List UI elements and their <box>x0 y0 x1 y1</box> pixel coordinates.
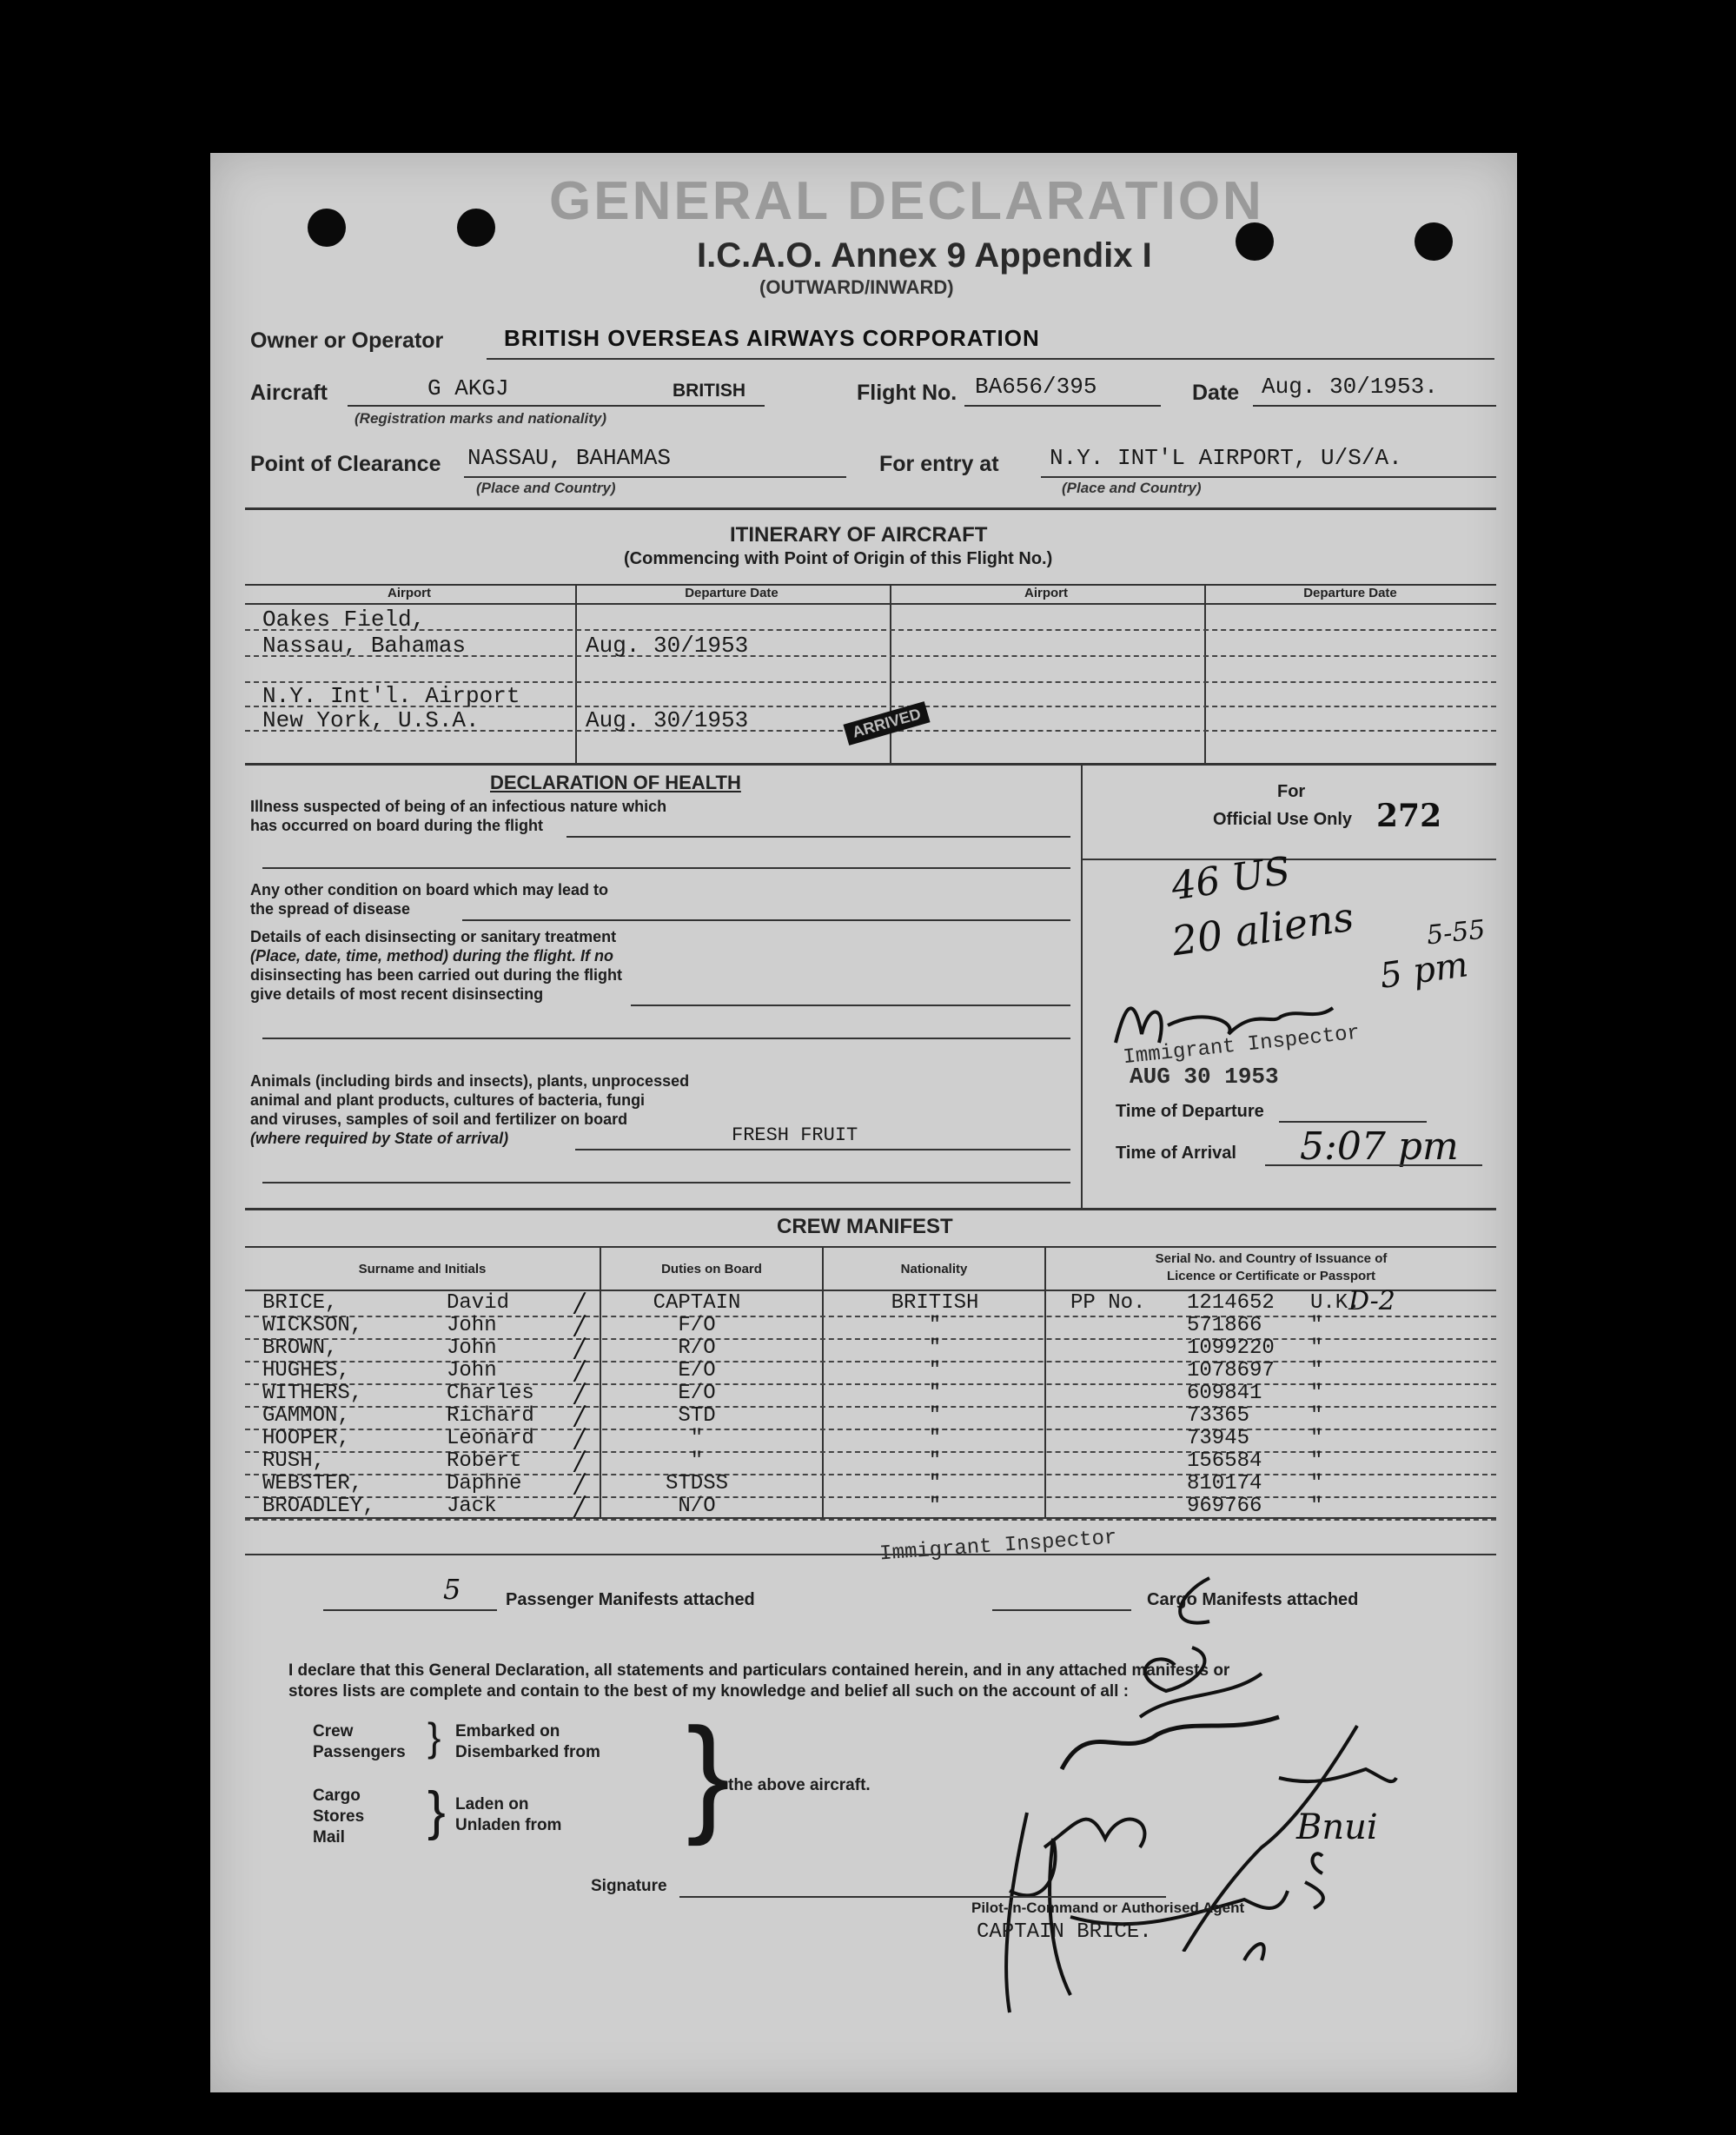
crew-duty: E/O <box>678 1382 716 1405</box>
crew-first-name: John <box>447 1314 497 1337</box>
flight-underline <box>964 405 1161 407</box>
crew-line <box>245 1554 1496 1555</box>
owner-underline <box>487 358 1494 360</box>
agent-value: CAPTAIN BRICE. <box>977 1920 1152 1944</box>
crew-serial-number: 969766 <box>1187 1495 1262 1518</box>
signature-line <box>679 1896 1166 1898</box>
crew-bottom-line <box>245 1517 1496 1519</box>
handwritten-time: 5 pm <box>1377 945 1471 997</box>
answer-line <box>631 1005 1070 1006</box>
health-q4: animal and plant products, cultures of bacteria, fungi <box>250 1091 646 1109</box>
crew-issuing-country: U.K. <box>1310 1291 1361 1315</box>
crew-header-surname: Surname and Initials <box>358 1262 487 1276</box>
crew-header-licence: Licence or Certificate or Passport <box>1166 1269 1376 1283</box>
crew-mark: D-2 <box>1348 1286 1395 1316</box>
form-title: GENERAL DECLARATION <box>549 171 1264 231</box>
clearance-underline <box>464 476 846 478</box>
crew-duty: R/O <box>678 1336 716 1360</box>
crew-nationality: BRITISH <box>891 1291 979 1315</box>
crew-nationality: " <box>928 1382 942 1405</box>
health-q1: has occurred on board during the flight <box>250 817 544 834</box>
owner-label: Owner or Operator <box>250 328 444 353</box>
itinerary-header-airport-2: Airport <box>1024 586 1068 600</box>
passenger-manifest-count: 5 <box>443 1573 461 1606</box>
crew-duty: N/O <box>678 1495 716 1518</box>
crew-duty: F/O <box>678 1314 716 1337</box>
itinerary-header-date-2: Departure Date <box>1303 586 1397 600</box>
crew-surname: WICKSON, <box>262 1314 363 1337</box>
flight-value: BA656/395 <box>975 374 1097 400</box>
date-value: Aug. 30/1953. <box>1262 374 1438 400</box>
official-use-label: Official Use Only <box>1213 810 1353 829</box>
check-mark: / <box>575 1288 585 1318</box>
crew-issuing-country: " <box>1310 1472 1323 1495</box>
cargo-label: Cargo <box>313 1787 361 1805</box>
itinerary-title: ITINERARY OF AIRCRAFT <box>730 523 988 547</box>
clearance-value: NASSAU, BAHAMAS <box>467 445 672 471</box>
crew-top-line <box>245 1246 1496 1248</box>
entry-value: N.Y. INT'L AIRPORT, U/S/A. <box>1050 445 1402 471</box>
health-q3: (Place, date, time, method) during the flight. If no <box>250 947 614 965</box>
official-divider <box>1081 763 1083 1208</box>
handwritten-count: 20 aliens <box>1169 892 1357 965</box>
crew-nationality: " <box>928 1472 942 1495</box>
crew-duty: " <box>690 1449 704 1473</box>
crew-serial-number: 1214652 <box>1187 1291 1275 1315</box>
itinerary-date: Aug. 30/1953 <box>586 633 749 659</box>
crew-surname: RUSH, <box>262 1449 326 1473</box>
crew-surname: HOOPER, <box>262 1427 350 1450</box>
officer-initials: Bnui <box>1296 1807 1378 1847</box>
date-label: Date <box>1192 381 1240 405</box>
arrival-underline <box>1265 1164 1482 1166</box>
itinerary-bottom-line <box>245 763 1496 766</box>
punch-hole <box>308 209 346 247</box>
inspector-stamp: Immigrant Inspector <box>1122 1021 1362 1071</box>
health-q2: Any other condition on board which may lead to <box>250 881 609 898</box>
unladen-label: Unladen from <box>455 1816 562 1834</box>
health-q4: (where required by State of arrival) <box>250 1130 509 1147</box>
aircraft-nationality: BRITISH <box>673 381 745 401</box>
health-q2: the spread of disease <box>250 900 411 918</box>
itinerary-airport: N.Y. Int'l. Airport <box>262 683 520 709</box>
registration-note: (Registration marks and nationality) <box>354 410 606 427</box>
crew-first-name: Charles <box>447 1382 534 1405</box>
answer-line <box>262 867 1070 869</box>
itinerary-row-line <box>245 629 1496 631</box>
cargo-manifest-label: Cargo Manifests attached <box>1147 1590 1359 1609</box>
crew-duty: " <box>690 1427 704 1450</box>
handwritten-time: 5-55 <box>1425 914 1488 951</box>
crew-issuing-country: " <box>1310 1314 1323 1337</box>
official-for-label: For <box>1277 782 1306 801</box>
crew-issuing-country: " <box>1310 1336 1323 1360</box>
mail-label: Mail <box>313 1828 345 1847</box>
answer-line <box>567 836 1070 838</box>
crew-first-name: Leonard <box>447 1427 534 1450</box>
above-aircraft-label: the above aircraft. <box>728 1776 871 1794</box>
section-divider <box>245 1208 1496 1210</box>
check-mark: / <box>575 1333 585 1363</box>
large-brace: } <box>686 1701 731 1847</box>
itinerary-airport: Nassau, Bahamas <box>262 633 467 659</box>
crew-serial-number: 1078697 <box>1187 1359 1275 1382</box>
answer-line <box>575 1149 1070 1150</box>
clearance-note: (Place and Country) <box>476 480 616 496</box>
check-mark: / <box>575 1310 585 1341</box>
aircraft-registration: G AKGJ <box>427 375 509 401</box>
health-q1: Illness suspected of being of an infectious nature which <box>250 798 667 815</box>
itinerary-col-divider <box>575 584 577 763</box>
crew-issuing-country: " <box>1310 1382 1323 1405</box>
crew-surname: HUGHES, <box>262 1359 350 1382</box>
crew-serial-number: 810174 <box>1187 1472 1262 1495</box>
itinerary-airport: New York, U.S.A. <box>262 707 480 733</box>
official-number: 272 <box>1376 798 1442 834</box>
health-q4-answer: FRESH FRUIT <box>732 1124 858 1146</box>
crew-issuing-country: " <box>1310 1495 1323 1518</box>
crew-surname: BRICE, <box>262 1291 338 1315</box>
health-q4: Animals (including birds and insects), plants, unprocessed <box>250 1072 690 1090</box>
clearance-label: Point of Clearance <box>250 452 441 476</box>
brace: } <box>427 1714 441 1760</box>
embarked-label: Embarked on <box>455 1722 560 1740</box>
passenger-manifest-label: Passenger Manifests attached <box>506 1590 755 1609</box>
declaration-text: stores lists are complete and contain to the best of my knowledge and belief all such on the account of all : <box>288 1682 1130 1701</box>
disembarked-label: Disembarked from <box>455 1743 600 1761</box>
flight-label: Flight No. <box>857 381 957 405</box>
crew-nationality: " <box>928 1427 942 1450</box>
crew-first-name: Robert <box>447 1449 522 1473</box>
owner-value: BRITISH OVERSEAS AIRWAYS CORPORATION <box>504 325 1040 351</box>
brace: } <box>427 1781 446 1841</box>
health-q3: disinsecting has been carried out during the flight <box>250 966 623 984</box>
crew-serial-number: 156584 <box>1187 1449 1262 1473</box>
passenger-count-line <box>323 1609 497 1611</box>
crew-serial-number: 73365 <box>1187 1404 1250 1428</box>
itinerary-header-airport: Airport <box>388 586 431 600</box>
aircraft-underline <box>348 405 765 407</box>
crew-surname: GAMMON, <box>262 1404 350 1428</box>
crew-col-divider <box>1044 1246 1046 1517</box>
itinerary-col-divider <box>890 584 891 763</box>
passengers-label: Passengers <box>313 1743 406 1761</box>
crew-header-duties: Duties on Board <box>661 1262 762 1276</box>
inspector-stamp-2: Immigrant Inspector <box>878 1526 1118 1567</box>
signature-label: Signature <box>591 1877 667 1895</box>
itinerary-subtitle: (Commencing with Point of Origin of this Flight No.) <box>624 549 1053 568</box>
crew-title: CREW MANIFEST <box>777 1215 953 1238</box>
health-title: DECLARATION OF HEALTH <box>490 772 741 793</box>
crew-duty: STDSS <box>665 1472 728 1495</box>
crew-issuing-country: " <box>1310 1449 1323 1473</box>
crew-first-name: John <box>447 1336 497 1360</box>
crew-surname: BROADLEY, <box>262 1495 375 1518</box>
crew-issuing-country: " <box>1310 1404 1323 1428</box>
crew-nationality: " <box>928 1495 942 1518</box>
itinerary-header-line <box>245 603 1496 605</box>
crew-serial-number: 1099220 <box>1187 1336 1275 1360</box>
crew-col-divider <box>600 1246 601 1517</box>
departure-label: Time of Departure <box>1116 1102 1264 1121</box>
handwritten-count: 46 US <box>1169 848 1294 910</box>
health-q3: give details of most recent disinsecting <box>250 985 544 1003</box>
crew-row-line <box>245 1519 1496 1521</box>
crew-duty: E/O <box>678 1359 716 1382</box>
declaration-text: I declare that this General Declaration, all statements and particulars contained herein, and in any attached manifests or <box>288 1661 1230 1680</box>
crew-issuing-country: " <box>1310 1427 1323 1450</box>
arrived-stamp: ARRIVED <box>843 701 930 746</box>
crew-first-name: Jack <box>447 1495 497 1518</box>
crew-col-divider <box>822 1246 824 1517</box>
check-mark: / <box>575 1401 585 1431</box>
punch-hole <box>457 209 495 247</box>
official-underline <box>1083 859 1496 860</box>
crew-first-name: David <box>447 1291 510 1315</box>
crew-first-name: Daphne <box>447 1472 522 1495</box>
crew-header-nationality: Nationality <box>900 1262 968 1276</box>
check-mark: / <box>575 1469 585 1499</box>
crew-serial-number: 571866 <box>1187 1314 1262 1337</box>
crew-duty: CAPTAIN <box>653 1291 741 1315</box>
entry-note: (Place and Country) <box>1062 480 1202 496</box>
crew-issuing-country: " <box>1310 1359 1323 1382</box>
entry-label: For entry at <box>879 452 999 476</box>
crew-nationality: " <box>928 1336 942 1360</box>
crew-surname: BROWN, <box>262 1336 338 1360</box>
section-divider <box>245 507 1496 510</box>
crew-first-name: Richard <box>447 1404 534 1428</box>
itinerary-header-date: Departure Date <box>685 586 779 600</box>
date-underline <box>1253 405 1496 407</box>
crew-label: Crew <box>313 1722 354 1740</box>
check-mark: / <box>575 1423 585 1454</box>
answer-line <box>462 919 1070 921</box>
form-direction: (OUTWARD/INWARD) <box>759 276 954 298</box>
crew-duty: STD <box>678 1404 716 1428</box>
crew-serial-number: 73945 <box>1187 1427 1250 1450</box>
aircraft-label: Aircraft <box>250 381 328 405</box>
general-declaration-sheet <box>210 153 1517 2092</box>
arrival-label: Time of Arrival <box>1116 1144 1236 1163</box>
health-q4: and viruses, samples of soil and fertilizer on board <box>250 1111 628 1128</box>
crew-surname: WITHERS, <box>262 1382 363 1405</box>
itinerary-col-divider <box>1204 584 1206 763</box>
form-subtitle: I.C.A.O. Annex 9 Appendix I <box>697 236 1152 275</box>
itinerary-date: Aug. 30/1953 <box>586 707 749 733</box>
check-mark: / <box>575 1378 585 1409</box>
punch-hole <box>1415 222 1453 261</box>
arrival-time: 5:07 pm <box>1300 1124 1459 1169</box>
check-mark: / <box>575 1491 585 1522</box>
crew-nationality: " <box>928 1449 942 1473</box>
crew-surname: WEBSTER, <box>262 1472 363 1495</box>
departure-underline <box>1279 1121 1427 1123</box>
laden-label: Laden on <box>455 1795 529 1813</box>
answer-line <box>262 1182 1070 1184</box>
check-mark: / <box>575 1356 585 1386</box>
arrival-date-stamp: AUG 30 1953 <box>1130 1064 1279 1090</box>
check-mark: / <box>575 1446 585 1476</box>
agent-label: Pilot-in-Command or Authorised Agent <box>971 1900 1245 1916</box>
crew-header-serial: Serial No. and Country of Issuance of <box>1155 1251 1388 1266</box>
crew-serial-number: 609841 <box>1187 1382 1262 1405</box>
crew-nationality: " <box>928 1359 942 1382</box>
answer-line <box>262 1038 1070 1039</box>
crew-document-type: PP No. <box>1070 1291 1146 1315</box>
stores-label: Stores <box>313 1807 365 1826</box>
crew-first-name: John <box>447 1359 497 1382</box>
health-q3: Details of each disinsecting or sanitary treatment <box>250 928 617 945</box>
crew-nationality: " <box>928 1314 942 1337</box>
crew-nationality: " <box>928 1404 942 1428</box>
itinerary-airport: Oakes Field, <box>262 607 426 633</box>
entry-underline <box>1041 476 1496 478</box>
